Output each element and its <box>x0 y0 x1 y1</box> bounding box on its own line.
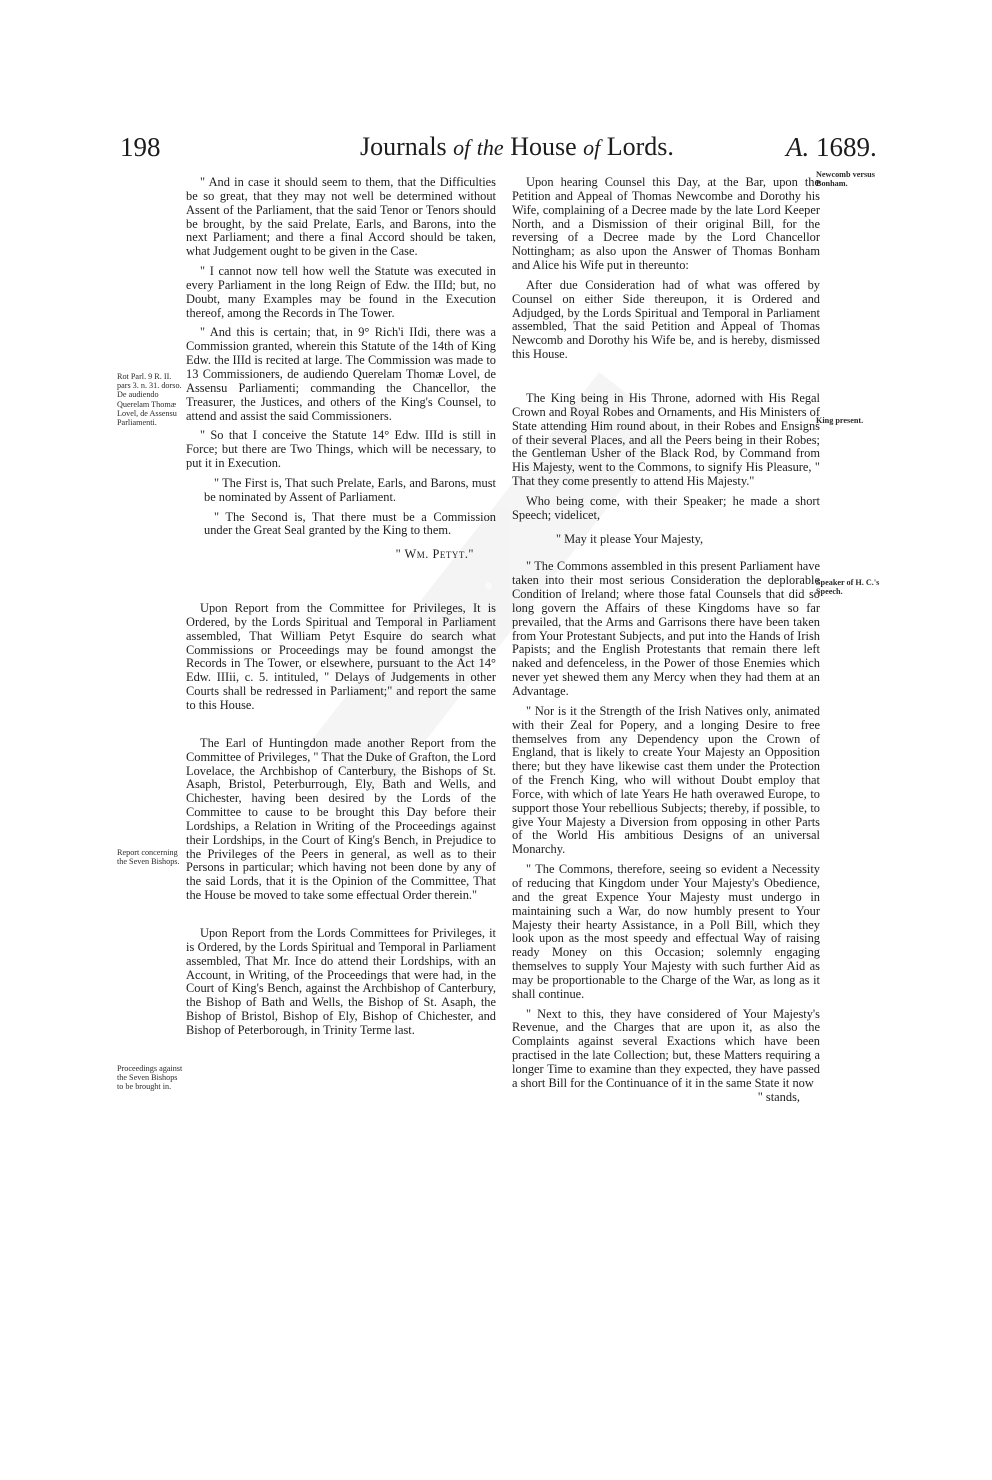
left-column <box>186 176 496 1044</box>
king-present-paragraph: The King being in His Throne, adorned with His Regal Crown and Royal Robes and Ornaments, and His Ministers of State attending Him round about, in their Robes and Ensigns of their several Places, and all the Peers being in their Robes; the Gentleman Usher of the Black Rod, by Command from His Majesty, went to the Commons, to signify His Pleasure, " That they come presently to attend His Majesty." <box>512 390 820 489</box>
margin-note-seven-bishops: Report concerning the Seven Bishops. <box>117 848 180 867</box>
quote-paragraph: " And this is certain; that, in 9° Rich'i IIdi, there was a Commission granted, wherein this Statute of the 14th of King Edw. the IIId is recited at large. The Commission was made to 13 Commissioners, de audiendo Querelam Thomæ Lovel, de Assensu Parliamenti; commanding the Chancellor, the Treasurer, the Justices, and others of the King's Counsel, to attend and assist the said Commissioners. <box>186 325 496 423</box>
judgement-paragraph: After due Consideration had of what was offered by Counsel on either Side thereupon, it is Ordered and Adjudged, by the Lords Spiritual and Temporal in Parliament assembled, That the said Petition and Appeal of Thomas Newcomb and Dorothy his Wife be, and is hereby, dismissed this House. <box>512 277 820 362</box>
watermark-stamp: ● <box>310 372 670 798</box>
spacer <box>186 909 496 927</box>
speech-paragraph: " The Commons assembled in this present Parliament have taken into their most serious Consideration the deplorable Condition of Ireland; where those fatal Counsels that did so long govern the Affairs of these Kingdoms have so far prevailed, that the Arms and Garrisons there have been taken from Your Protestant Subjects, and put into the Hands of Irish Papists; and the English Protestants that remain there left naked and defenceless, in the Power of those Enemies which never yet shewed them any Mercy when they had them at an Advantage. <box>512 559 820 698</box>
order-paragraph: Upon Report from the Lords Committees for Privileges, it is Ordered, by the Lords Spiritual and Temporal in Parliament assembled, That Mr. Ince do attend their Lordships, with an Account, in Writing, of the Proceedings that were had, in the Court of King's Bench, against the Archbishop of Canterbury, the Bishop of Bath and Wells, the Bishop of St. Asaph, the Bishop of Bristol, Bishop of Ely, Bishop of Chichester, and Bishop of Peterborough, in Trinity Terme last. <box>186 925 496 1037</box>
title-of-2: of <box>583 135 601 160</box>
catchword: " stands, <box>757 1089 800 1104</box>
title-lords: Lords. <box>606 132 674 161</box>
quote-paragraph: " And in case it should seem to them, that the Difficulties be so great, that they may not well be determined without Assent of the Parliament, that the said Tenor or Tenors should be brought, by the said Prelate, Earls, and Barons, into the next Parliament; and there a final Accord should be taken, what Judgement ought to be given in the Case. <box>186 175 496 259</box>
speech-paragraph: " Nor is it the Strength of the Irish Natives only, animated with their Zeal for Popery, and a longing Desire to free themselves from any Dependency upon the Crown of England, that is likely to create Your Majesty an Opposition there; but they have likewise cast them under the Protection of the French King, who will without Doubt employ that Force, with which of late Years He hath overawed Europe, to support those Your rebellious Subjects; thereby, if possible, to give Your Majesty a Diversion from opposing in other Parts of the World His ambitious Designs of an universal Monarchy. <box>512 703 820 857</box>
order-paragraph: Upon Report from the Committee for Privileges, It is Ordered, by the Lords Spiritual and Temporal in Parliament assembled, That William Petyt Esquire do search what Commissions or Proceedings may be found amongst the Records in The Tower, or elsewhere, pursuant to the Act 14° Edw. IIIii, c. 5. intituled, " Delays of Judgements in other Courts shall be redressed in Parliament;" and report the same to this House. <box>186 601 496 712</box>
year-prefix: A. <box>786 132 810 162</box>
margin-note-newcomb: Newcomb versus Bonham. <box>816 170 875 189</box>
running-title <box>360 132 674 162</box>
page-number: 198 <box>120 132 161 162</box>
margin-note-speaker: Speaker of H. C.'s Speech. <box>816 578 880 597</box>
speech-paragraph: " The Commons, therefore, seeing so evident a Necessity of reducing that Kingdom under Your Majesty's Obedience, and the great Expence Your Majesty must undergo in maintaining such a War, do now humbly present to Your Majesty their hearty Assistance, in a Poll Bill, which they look upon as the most speedy and effectual Way of raising ready Money on this Occasion; solemnly engaging themselves to supply Your Majesty with such further Aid as may be proportionable to the Charge of the War, as long as it shall continue. <box>512 862 820 1001</box>
quote-paragraph-indented: " The Second is, That there must be a Commission under the Great Seal granted by the King to them. <box>204 509 496 538</box>
appeal-paragraph: Upon hearing Counsel this Day, at the Bar, upon the Petition and Appeal of Thomas Newcombe and Dorothy his Wife, complaining of a Decree made by the late Lord Keeper North, and a Dismission of their original Bill, for the reversing of a Decree made by the Lord Chancellor Nottingham; as also upon the Answer of Thomas Bonham and Alice his Wife put in thereunto: <box>512 175 820 273</box>
margin-note-proceedings: Proceedings against the Seven Bishops to be brought in. <box>117 1064 183 1092</box>
year-heading <box>786 132 877 163</box>
margin-note-rot-parl: Rot Parl. 9 R. II. pars 3. n. 31. dorso. De audiendo Querelam Thomæ Lovel, de Assensu Parliamenti. <box>117 372 182 428</box>
title-house: House <box>510 132 577 161</box>
spacer <box>186 719 496 737</box>
spacer <box>512 368 820 392</box>
year-value: 1689. <box>816 132 877 162</box>
speaker-intro: Who being come, with their Speaker; he made a short Speech; videlicet, <box>512 493 820 522</box>
speech-paragraph: " Next to this, they have considered of Your Majesty's Revenue, and the Charges that are upon it, as also the Complaints against several Exactions which have been practised in the late Collection; but, these Matters requiring a longer Time to examine than they expected, they have passed a short Bill for the Continuance of it in the same State it now <box>512 1006 820 1090</box>
signature: " Wm. Petyt." <box>395 547 474 562</box>
spacer <box>186 562 496 602</box>
quote-paragraph: " So that I conceive the Statute 14° Edw. IIId is still in Force; but there are Two Things, which will be necessary, to put it in Execution. <box>186 428 496 471</box>
quote-paragraph: " I cannot now tell how well the Statute was executed in every Parliament in the long Reign of Edw. the IIId; but, no Doubt, many Examples may be found in the Execution thereof, among the Records in The Tower. <box>186 264 496 320</box>
title-journals: Journals <box>360 132 447 161</box>
title-the: the <box>476 135 504 160</box>
speech-opening: " May it please Your Majesty, <box>556 531 704 546</box>
margin-note-king-present: King present. <box>816 416 864 425</box>
right-column <box>512 176 820 1104</box>
quote-paragraph-indented: " The First is, That such Prelate, Earls, and Barons, must be nominated by Assent of Parliament. <box>204 475 496 504</box>
title-of: of <box>453 135 471 160</box>
report-paragraph: The Earl of Huntingdon made another Report from the Committee of Privileges, " That the Duke of Grafton, the Lord Lovelace, the Archbishop of Canterbury, the Bishops of St. Asaph, Bristol, Peterburrough, Ely, Bath and Wells, and Chichester, having been desired by the Lords of the Committee to cause to be brought this Day before their Lordships, a Relation in Writing of the Proceedings against their Lordships, in the Court of King's Bench, in Prejudice to the Privileges of the Peers in general, as well as to their Persons in particular; which having not been done by any of the said Lords, that it is the Opinion of the Committee, That the House be moved to take some effectual Order therein." <box>186 735 496 903</box>
